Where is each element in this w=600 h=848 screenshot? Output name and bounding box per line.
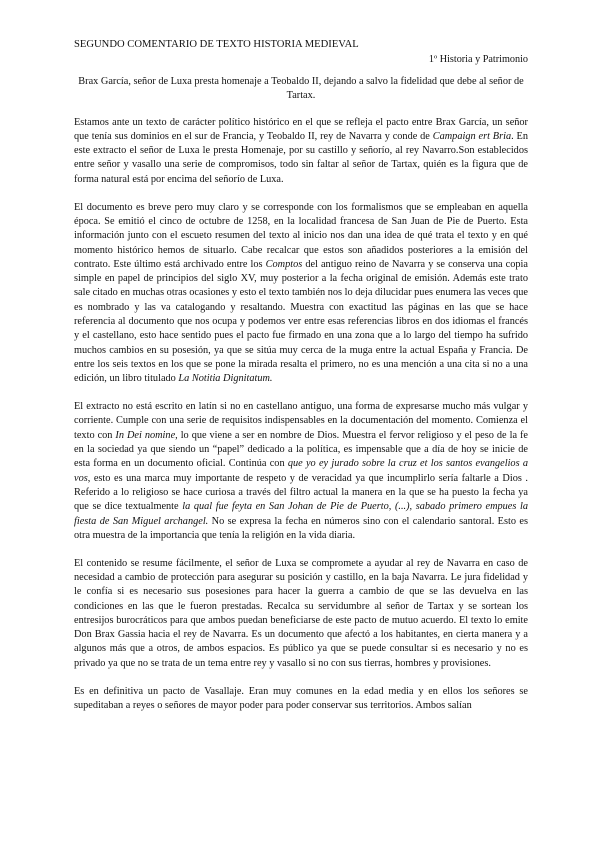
paragraph-4: El contenido se resume fácilmente, el señor de Luxa se compromete a ayudar al rey de Navarra en caso de necesidad a cambio de protección para asegurar su posición y castillo, en la baja Navarra. Le jura fidelidad y le confía si es necesario sus posesiones para hacer la guerra a cambio de que se las devuelva en las condiciones en las que le fueron prestadas. Recalca su servidumbre al señor de Tartax y se sortean los entresijos burocráticos para que ambos puedan beneficiarse de este pacto de mutuo acuerdo. El texto lo emite Don Brax Gassia hacia el rey de Navarra. Es un documento que afectó a los habitantes, en cierta manera y a algunos más que a otros, de ambos espacios. Es público ya que se puede consultar si es necesario y no es privado ya que no se trata de un tema entre rey y vasallo si no con sus tierras, hombres y provisiones.: [74, 557, 528, 669]
p2-text-c: del antiguo reino de Navarra y se conserva una copia simple en papel de principios del siglo XV, muy posterior a la fecha original de emisión. Además este trato sale citado en muchas otras ocasiones y esto el texto también nos lo deja dilucidar pues enumera las veces que es nombrado y las va catalogando y resaltando. Muestra con exactitud las páginas en las que se hace referencia al documento que nos ocupa y podemos ver entre esas referencias libros en dos idiomas el francés y el castellano, esto hace sentido pues el pacto fue firmado en una zona que a lo largo del tiempo ha sufrido muchos cambios en su posesión, ya que se sitúa muy cerca de la muga entre la actual España y Francia. De entre los seis textos en los que se pone la mirada resalta el primero, no es una mención a una cita si no a una edición, un libro titulado: [74, 258, 528, 385]
p3-italic-date-quote: la qual fue feyta en San Johan de Pie de Puerto, (...), sabado primero empues la fiesta de San Miguel archangel.: [74, 501, 528, 527]
p2-italic-comptos: Comptos: [265, 258, 303, 270]
p1-italic-county: Campaign ert Bria: [432, 130, 512, 142]
p3-text-g: No se expresa la fecha en números sino con el calendario santoral. Esto es otra muestra de la importancia que tenía la religión en la vida diaria.: [74, 515, 528, 541]
p2-italic-notitia: La Notitia Dignitatum.: [178, 373, 273, 385]
p3-text-c: lo que viene a ser en nombre de Dios. Muestra el fervor religioso y el peso de la fe en la sociedad ya que siendo un “papel” dedicado a la política, es impensable que a día de hoy se inicie de esta forma en un documento oficial. Continúa con: [74, 429, 528, 470]
paragraph-3: [74, 400, 528, 543]
paragraph-1: [74, 116, 528, 187]
p3-text-e: , esto es una marca muy importante de respeto y de veracidad ya que incumplirlo sería faltarle a Dios . Referido a lo religioso se hace curiosa a través del filtro actual la manera en la que se ha puesto la fecha ya que se dice textualmente: [74, 472, 528, 513]
p2-text-a: El documento es breve pero muy claro y se corresponde con los formalismos que se empleaban en aquella época. Se emitió el cinco de octubre de 1258, en la localidad francesa de San Juan de Pie de Puerto. Esta información junto con el escueto resumen del texto al inicio nos dan una idea de qué trata el texto y en qué momento histórico hemos de situarlo. Cabe recalcar que estos son añadidos posteriores a la emisión del contrato. Este último está archivado entre los: [74, 201, 528, 270]
p3-italic-oath: que yo ey jurado sobre la cruz et los santos evangelios a vos: [74, 458, 528, 484]
paragraph-5: Es en definitiva un pacto de Vasallaje. Eran muy comunes en la edad media y en ellos los señores se supeditaban a reyes o señores de mayor poder para poder conservar sus territorios. Ambos salían: [74, 685, 528, 711]
document-subtitle: Brax García, señor de Luxa presta homenaje a Teobaldo II, dejando a salvo la fidelidad que debe al señor de Tartax.: [78, 76, 524, 101]
paragraph-2: [74, 201, 528, 387]
p1-text-a: Estamos ante un texto de carácter político histórico en el que se refleja el pacto entre Brax García, un señor que tenía sus dominios en el sur de Francia, y Teobaldo II, rey de Navarra y conde de: [74, 116, 528, 142]
p3-italic-in-dei: In Dei nomine,: [115, 429, 178, 441]
p3-text-a: El extracto no está escrito en latín si no en castellano antiguo, una forma de expresarse mucho más vulgar y corriente. Cumple con una serie de requisitos indispensables en la documentación del momento. Comienza el texto con: [74, 401, 528, 441]
course-label: 1º Historia y Patrimonio: [428, 54, 528, 65]
document-body: [74, 116, 528, 714]
p1-text-c: . En este extracto el señor de Luxa le presta Homenaje, por su castillo y señorío, al rey Navarro.Son establecidos entre señor y vasallo una serie de compromisos, todo sin faltar al señor de Tartax, quién es la figura que de forma natural está por encima del señorío de Luxa.: [74, 130, 528, 185]
document-heading: SEGUNDO COMENTARIO DE TEXTO HISTORIA MEDIEVAL: [74, 39, 359, 50]
